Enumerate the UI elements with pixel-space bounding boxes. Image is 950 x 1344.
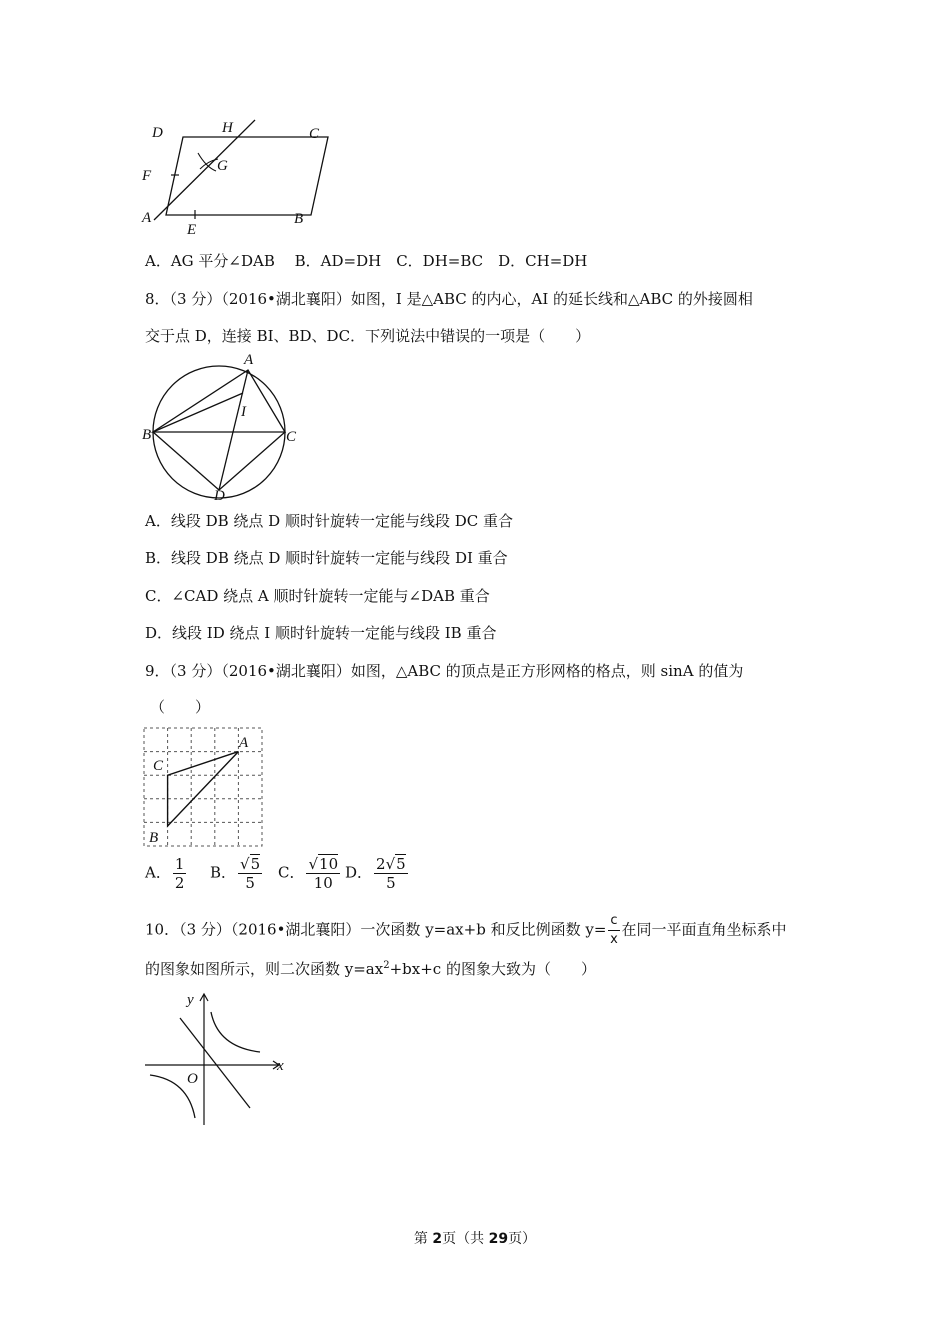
q9-option-d: D． $\frac{2√5}{5}$ xyxy=(345,855,406,892)
q10-function-graph xyxy=(140,990,290,1125)
q10-label-O: O xyxy=(187,1071,198,1087)
q10-label-y: y xyxy=(187,992,194,1008)
q8-label-D: D xyxy=(214,488,225,504)
q7-label-E: E xyxy=(187,222,197,238)
q7-parallelogram-diagram xyxy=(140,115,340,238)
q7-label-C: C xyxy=(309,126,320,142)
q7-label-F: F xyxy=(142,168,152,184)
q9-label-C: C xyxy=(153,758,164,774)
q9-grid-diagram xyxy=(140,725,270,850)
q7-label-G: G xyxy=(217,158,228,174)
q8-stem-line2: 交于点 D，连接 BI、BD、DC．下列说法中错误的一项是（ ） xyxy=(145,327,591,345)
q10-stem-line1: 10．（3 分）（2016•湖北襄阳）一次函数 y=ax+b 和反比例函数 y= $\frac{c}{x}$ 在同一平面直角坐标系中 xyxy=(145,913,787,947)
q9-option-b: B． $\frac{√5}{5}$ xyxy=(210,855,261,892)
q8-label-C: C xyxy=(286,429,297,445)
q9-label-A: A xyxy=(239,735,249,751)
q9-stem-line1: 9．（3 分）（2016•湖北襄阳）如图，△ABC 的顶点是正方形网格的格点，则 sinA 的值为 xyxy=(145,662,744,680)
q9-stem-line2: （ ） xyxy=(150,698,211,716)
q8-label-A: A xyxy=(244,352,254,368)
q10-stem-line2: 的图象如图所示，则二次函数 $y=ax^2+bx+c$ 的图象大致为（ ） xyxy=(145,960,596,978)
q10-label-x: x xyxy=(277,1058,284,1074)
q7-label-D: D xyxy=(152,125,163,141)
q8-stem-line1: 8．（3 分）（2016•湖北襄阳）如图，I 是△ABC 的内心，AI 的延长线和△ABC 的外接圆相 xyxy=(145,290,753,308)
q8-option-d: D．线段 ID 绕点 I 顺时针旋转一定能与线段 IB 重合 xyxy=(145,624,497,642)
q9-option-c: C． $\frac{√10}{10}$ xyxy=(278,855,339,892)
q8-label-I: I xyxy=(241,404,246,420)
q7-options: A．AG 平分∠DAB B．AD=DH C．DH=BC D．CH=DH xyxy=(145,252,588,270)
q7-label-H: H xyxy=(222,120,233,136)
q9-label-B: B xyxy=(149,830,159,846)
q9-option-a: A． $\frac{1}{2}$ xyxy=(145,855,185,892)
q8-option-a: A．线段 DB 绕点 D 顺时针旋转一定能与线段 DC 重合 xyxy=(145,512,514,530)
q8-circle-diagram xyxy=(140,350,310,510)
q7-label-A: A xyxy=(142,210,152,226)
q8-option-b: B．线段 DB 绕点 D 顺时针旋转一定能与线段 DI 重合 xyxy=(145,549,508,567)
q7-label-B: B xyxy=(294,211,304,227)
q8-label-B: B xyxy=(142,427,152,443)
q8-option-c: C．∠CAD 绕点 A 顺时针旋转一定能与∠DAB 重合 xyxy=(145,587,490,605)
page-footer: 第 2页（共 29页） xyxy=(413,1231,537,1247)
